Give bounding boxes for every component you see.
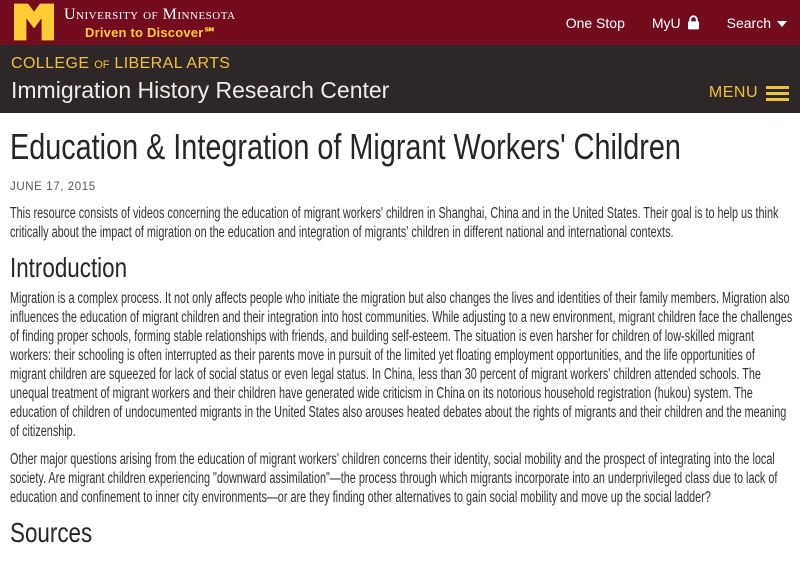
hamburger-icon xyxy=(766,86,789,101)
university-wordmark[interactable] xyxy=(64,7,236,39)
university-tagline: Driven to Discover℠ xyxy=(85,24,217,40)
masthead-links xyxy=(566,15,800,31)
college-label-pre: COLLEGE xyxy=(11,54,90,72)
college-label-of: OF xyxy=(94,58,110,71)
introduction-paragraph-1: Migration is a complex process. It not only affects people who initiate the migration but also changes the lives and identities of their family members. Migration also influences the education of migrant children and their integration into host communities. While adjusting to a new environment, migrant children face the challenges of finding proper schools, forming stable relationships with friends, and building self-esteem. The situation is even harsher for children of low-skilled migrant workers: their schooling is often interrupted as their parents move in pursuit of the limited yet floating employment opportunities, and the life opportunities of migrant children are squeezed for lack of social status or even legal status. In China, less than 30 percent of migrant workers' children attended schools. The unequal treatment of migrant workers and their children have generated wide criticism in China on its notorious household registration (hukou) system. The education of children of undocumented migrants in the United States also arouses heated debates about the rights of migrants and their children and the meaning of citizenship. xyxy=(10,290,793,440)
section-heading-sources: Sources xyxy=(10,517,93,548)
myu-link[interactable] xyxy=(652,15,700,31)
site-header xyxy=(0,45,800,113)
section-heading-introduction: Introduction xyxy=(10,252,128,283)
lock-icon xyxy=(687,15,700,30)
search-label: Search xyxy=(726,14,771,31)
site-title-link[interactable]: Immigration History Research Center xyxy=(11,76,390,103)
publish-date: JUNE 17, 2015 xyxy=(10,181,96,193)
university-block-m-logo[interactable] xyxy=(14,3,54,41)
college-link[interactable] xyxy=(11,55,800,73)
college-label-post: LIBERAL ARTS xyxy=(114,54,231,72)
one-stop-link[interactable] xyxy=(566,15,625,31)
menu-button[interactable] xyxy=(709,84,789,102)
myu-label: MyU xyxy=(651,14,681,31)
search-dropdown[interactable] xyxy=(727,15,787,31)
university-name: University of Minnesota xyxy=(64,5,236,23)
article-content xyxy=(0,113,800,554)
page-title: Education & Integration of Migrant Workers' Children xyxy=(10,126,681,167)
chevron-down-icon xyxy=(777,21,787,27)
menu-label: MENU xyxy=(708,84,758,101)
one-stop-label: One Stop xyxy=(565,14,625,31)
lead-paragraph: This resource consists of videos concerning the education of migrant workers' children in Shanghai, China and in the United States. Their goal is to help us think critically about the impact of migration on the education and integration of migrants' children in different national and international contexts. xyxy=(10,205,779,241)
introduction-paragraph-2: Other major questions arising from the education of migrant workers' children concerns their identity, social mobility and the prospect of integrating into the local society. Are migrant children experiencing "downward assimilation"—the process through which migrants incorporate into an underprivileged class due to lack of education and confinement to inner city environments—or are they finding other alternatives to gain social mobility and move up the social ladder? xyxy=(10,451,778,506)
university-masthead xyxy=(0,0,800,45)
